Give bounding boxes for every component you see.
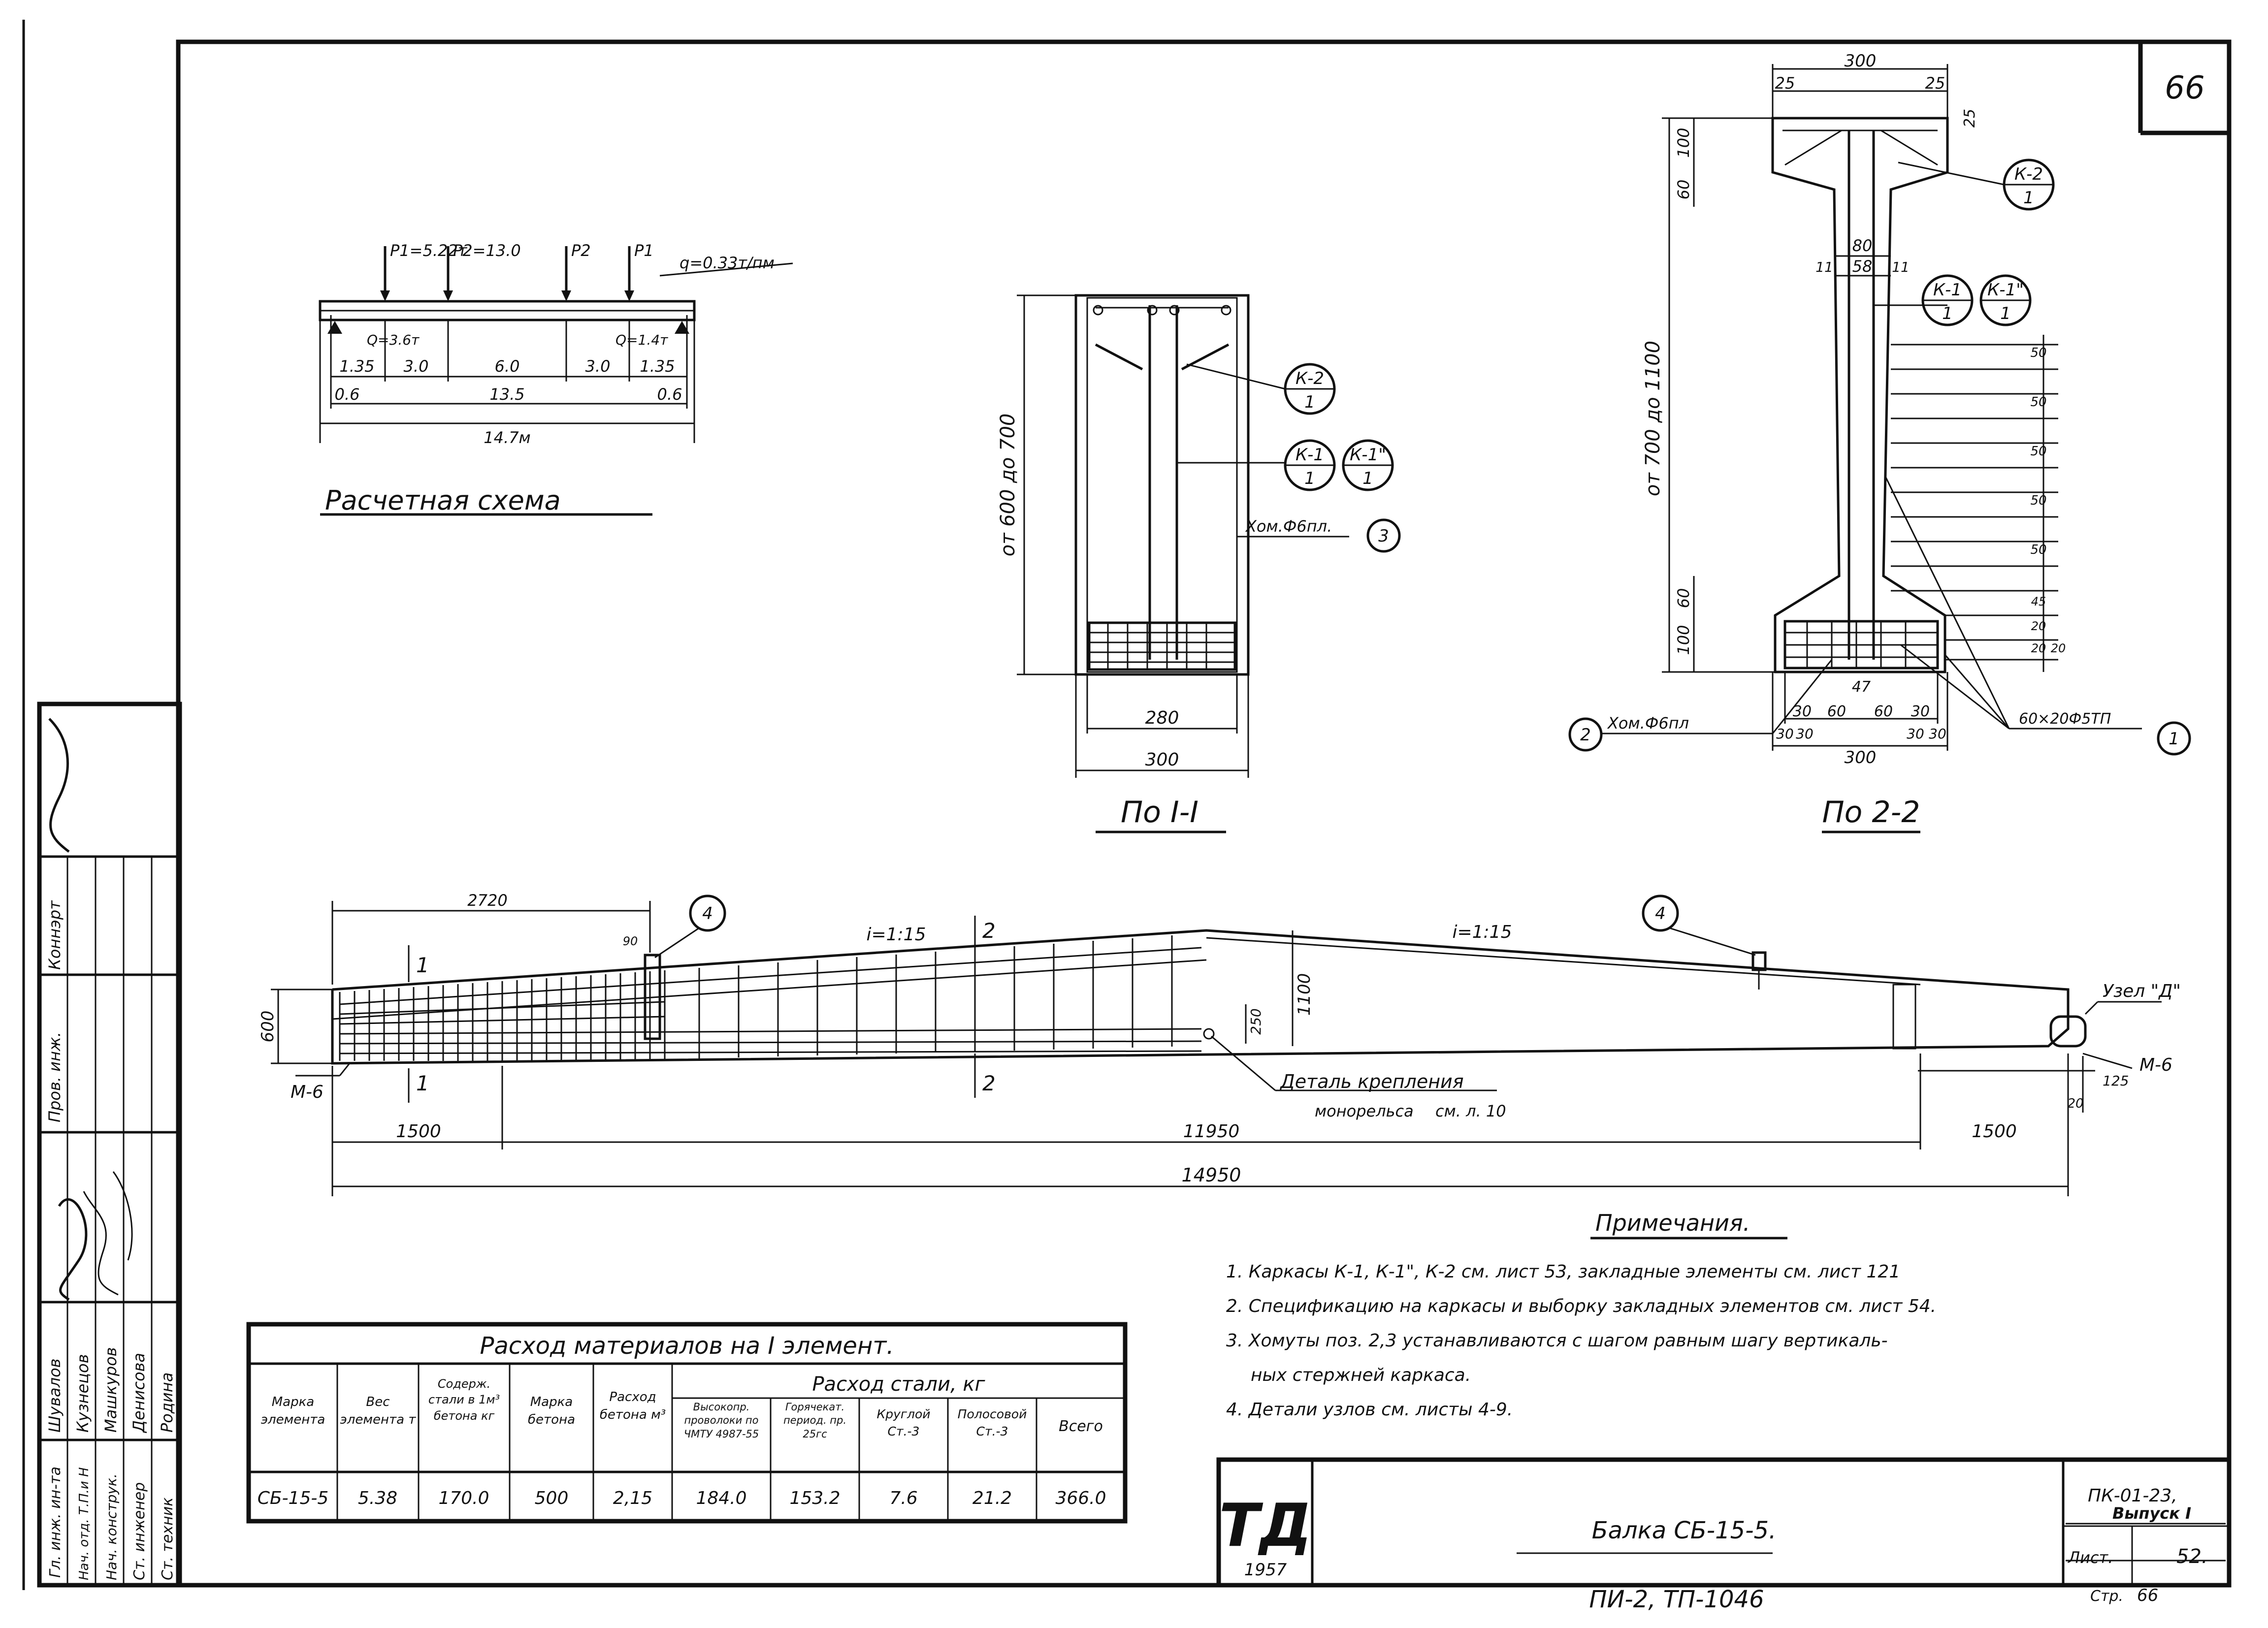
overhang-left: 0.6 [334, 385, 360, 404]
section2-edge-top: 25 [1961, 108, 1978, 128]
header-cell-round: Круглой Ст.-3 [876, 1407, 931, 1438]
list-number: 52. [2176, 1545, 2208, 1568]
section1-inner-width: 280 [1145, 708, 1179, 728]
section2-web-80: 80 [1852, 236, 1873, 255]
note-1: 1. Каркасы К-1, К-1", К-2 см. лист 53, закладные элементы см. лист 121 [1226, 1262, 1901, 1282]
bottom-code: ПИ-2, ТП-1046 [1589, 1586, 1764, 1613]
header-cell-steel-content: Содерж. стали в 1м³ бетона кг [428, 1377, 500, 1423]
callout-k2-top: К-2 [1295, 369, 1325, 388]
callout-k1b-bottom: 1 [1362, 469, 1373, 488]
stamp-role-5: Ст. техник [159, 1497, 176, 1580]
note-3: 3. Хомуты поз. 2,3 устанавливаются с шагом равным шагу вертикаль- [1226, 1331, 1888, 1351]
spacing-4: 3.0 [585, 357, 611, 376]
section2-bw-1: 30 [1792, 703, 1812, 720]
section2-height: от 700 до 1100 [1642, 340, 1664, 497]
elev-dim-11950: 11950 [1183, 1121, 1240, 1142]
section2-side-20c: 20 [2050, 641, 2066, 655]
section2-edge-right: 25 [1925, 74, 1945, 93]
elev-height-600: 600 [258, 1010, 278, 1043]
section2-side-45: 45 [2031, 595, 2046, 608]
section2-spacing-5: 50 [2030, 543, 2047, 557]
section1-stirrup-pos: 3 [1378, 526, 1389, 546]
note-4: 4. Детали узлов см. листы 4-9. [1226, 1400, 1513, 1420]
elev-dim-1500-right: 1500 [1972, 1121, 2017, 1142]
section2-k2-top: К-2 [2014, 164, 2043, 184]
header-cell-weight: Вес элемента т [340, 1395, 416, 1428]
row-steel-content: 170.0 [438, 1488, 489, 1508]
section2-web-11a: 11 [1815, 259, 1833, 275]
section2-bar-pos: 1 [2169, 729, 2179, 749]
row-concrete-mark: 500 [534, 1488, 569, 1508]
elev-m6-left: М-6 [291, 1082, 324, 1102]
section2-spacing-2: 50 [2030, 395, 2047, 410]
note-3-cont: ных стержней каркаса. [1251, 1365, 1471, 1385]
section2-stirrup-label: Хом.Ф6пл [1608, 714, 1689, 733]
section1-caption: По I-I [1121, 795, 1199, 830]
section2-bw-4: 30 [1911, 703, 1930, 720]
spacing-5: 1.35 [640, 357, 675, 376]
materials-title: Расход материалов на I элемент. [480, 1332, 894, 1360]
beam-elevation [271, 896, 2162, 1196]
page-number: 66 [2137, 1586, 2159, 1605]
elev-m6-right: М-6 [2139, 1055, 2172, 1075]
section2-flange-100: 100 [1674, 128, 1693, 158]
section2-spacing-1: 50 [2030, 346, 2047, 360]
elev-dim-total: 14950 [1181, 1164, 1241, 1186]
elev-pos-right: 4 [1655, 904, 1666, 924]
header-cell-hot-rolled: Горячекат. период. пр. 25гс [783, 1401, 847, 1440]
header-cell-wire: Высокопр. проволоки по ЧМТУ 4987-55 [683, 1401, 759, 1440]
callout-k2-bottom: 1 [1304, 392, 1315, 412]
section2-bottom-100: 100 [1674, 625, 1693, 655]
elev-height-1100: 1100 [1295, 973, 1314, 1016]
section2-flange-60: 60 [1674, 179, 1693, 200]
logo: ТД [1219, 1492, 1312, 1560]
header-cell-concrete-volume: Расход бетона м³ [599, 1390, 666, 1423]
stamp-checker-name: Коннэрт [45, 900, 64, 970]
section2-bar-label: 60×20Ф5ТП [2019, 710, 2111, 728]
stamp-name-5: Родина [158, 1372, 176, 1433]
section2-k1-top: К-1 [1933, 280, 1962, 300]
row-round: 7.6 [889, 1488, 918, 1508]
stamp-name-3: Машкуров [101, 1347, 120, 1433]
reaction-right: Q=1.4т [616, 332, 668, 348]
elev-cut1-top: 1 [416, 953, 429, 977]
section1-stirrup-label: Хом.Ф6пл. [1246, 517, 1332, 536]
spacing-2: 3.0 [403, 357, 429, 376]
section2-web-58: 58 [1852, 257, 1873, 276]
section2-bottom-total: 300 [1844, 748, 1877, 767]
span-main: 13.5 [489, 385, 525, 404]
calculation-scheme [320, 246, 793, 514]
load-p1b: P1 [634, 241, 654, 260]
elevation-grid [340, 935, 1201, 1061]
elev-height-250: 250 [1248, 1008, 1264, 1035]
section2-bw-3: 60 [1874, 703, 1893, 720]
elev-cut1-bottom: 1 [416, 1071, 429, 1095]
section1-height: от 600 до 700 [997, 413, 1019, 557]
elev-cut2-bottom: 2 [982, 1071, 996, 1095]
section2-k1b-bottom: 1 [2000, 304, 2011, 323]
year: 1957 [1244, 1560, 1287, 1580]
section2-bw-2: 60 [1827, 703, 1847, 720]
section2-spacing-3: 50 [2030, 444, 2047, 459]
elev-slope-right: i=1:15 [1452, 922, 1512, 942]
section2-mid-47: 47 [1851, 678, 1871, 696]
section2-bw2-1: 30 [1776, 726, 1794, 742]
note-2: 2. Спецификацию на каркасы и выборку закладных элементов см. лист 54. [1226, 1296, 1937, 1316]
load-q: q=0.33т/пм [680, 254, 775, 272]
row-mark: СБ-15-5 [257, 1488, 329, 1508]
section2-side-20b: 20 [2031, 641, 2046, 655]
section2-bottom-60: 60 [1674, 588, 1693, 608]
elev-detail-ref: см. л. 10 [1435, 1102, 1506, 1120]
sheet-number: 66 [2165, 70, 2205, 106]
stamp-role-3: Нач. конструк. [103, 1473, 120, 1580]
section2-top-width: 300 [1844, 51, 1877, 71]
callout-k1-bottom: 1 [1304, 469, 1315, 488]
elev-dim-90: 90 [622, 934, 638, 948]
row-wire: 184.0 [696, 1488, 747, 1508]
row-hot-rolled: 153.2 [789, 1488, 841, 1508]
section2-k1-bottom: 1 [1942, 304, 1953, 323]
overhang-right: 0.6 [657, 385, 682, 404]
notes-title: Примечания. [1595, 1210, 1750, 1236]
row-concrete-volume: 2,15 [613, 1488, 653, 1508]
elev-detail: Деталь крепления [1280, 1071, 1464, 1092]
section2-bw2-3: 30 [1907, 726, 1924, 742]
elev-node: Узел "Д" [2103, 981, 2181, 1001]
section2-stirrup-pos: 2 [1580, 725, 1591, 745]
project-code: ПК-01-23, [2088, 1486, 2177, 1506]
load-p2b: P2 [571, 241, 591, 260]
drawing-title: Балка СБ-15-5. [1591, 1517, 1777, 1544]
elev-dim-125: 125 [2103, 1073, 2129, 1089]
span-total: 14.7м [484, 428, 531, 447]
row-strip: 21.2 [972, 1488, 1012, 1508]
callout-k1-top: К-1 [1295, 445, 1325, 465]
header-cell-mark: Марка элемента [260, 1395, 325, 1428]
header-cell-strip: Полосовой Ст.-3 [957, 1407, 1027, 1438]
issue: Выпуск I [2112, 1504, 2192, 1523]
spacing-3: 6.0 [494, 357, 520, 376]
stamp-name-1: Шувалов [45, 1358, 64, 1433]
section2-bw2-2: 30 [1796, 726, 1814, 742]
section1-outer-width: 300 [1145, 750, 1179, 770]
section2-web-11b: 11 [1892, 259, 1910, 275]
section2-k1b-top: К-1" [1987, 280, 2024, 300]
row-weight: 5.38 [357, 1488, 398, 1508]
stamp-name-2: Кузнецов [73, 1354, 92, 1433]
elev-cut2-top: 2 [982, 919, 996, 943]
section-1-1 [1017, 295, 1399, 832]
section2-k2-bottom: 1 [2023, 188, 2034, 208]
elev-dim-2720: 2720 [467, 891, 508, 910]
elev-dim-20: 20 [2067, 1096, 2084, 1111]
section2-edge-left: 25 [1775, 74, 1795, 93]
header-cell-concrete-mark: Марка бетона [527, 1395, 575, 1428]
stamp-role-1: Гл. инж. ин-та [47, 1467, 64, 1578]
elev-slope-left: i=1:15 [866, 925, 926, 945]
stamp-role-2: Нач. отд. Т.П.и Н [77, 1467, 92, 1580]
elev-pos-left: 4 [702, 904, 713, 924]
elev-detail2: монорельса [1315, 1102, 1414, 1120]
section2-bw2-4: 30 [1929, 726, 1946, 742]
load-p1: P1=5.22т [390, 241, 467, 260]
reaction-left: Q=3.6т [367, 332, 420, 348]
callout-k1b-top: К-1" [1350, 445, 1386, 465]
row-total: 366.0 [1055, 1488, 1106, 1508]
stamp-name-4: Денисова [130, 1352, 148, 1433]
scheme-title: Расчетная схема [325, 485, 561, 516]
spacing-1: 1.35 [339, 357, 375, 376]
materials-steel-header: Расход стали, кг [812, 1373, 985, 1396]
stamp-checker-role: Пров. инж. [45, 1032, 64, 1122]
section2-side-20a: 20 [2031, 619, 2046, 633]
list-label: Лист. [2068, 1548, 2113, 1567]
section2-spacing-4: 50 [2030, 493, 2047, 508]
page-label: Стр. [2090, 1588, 2124, 1605]
elev-dim-1500-left: 1500 [396, 1121, 441, 1142]
header-cell-total: Всего [1059, 1418, 1103, 1435]
load-p2: P2=13.0 [453, 241, 521, 260]
section2-caption: По 2-2 [1822, 795, 1920, 830]
stamp-role-4: Ст. инженер [131, 1482, 148, 1580]
stamp-block [39, 704, 180, 1585]
